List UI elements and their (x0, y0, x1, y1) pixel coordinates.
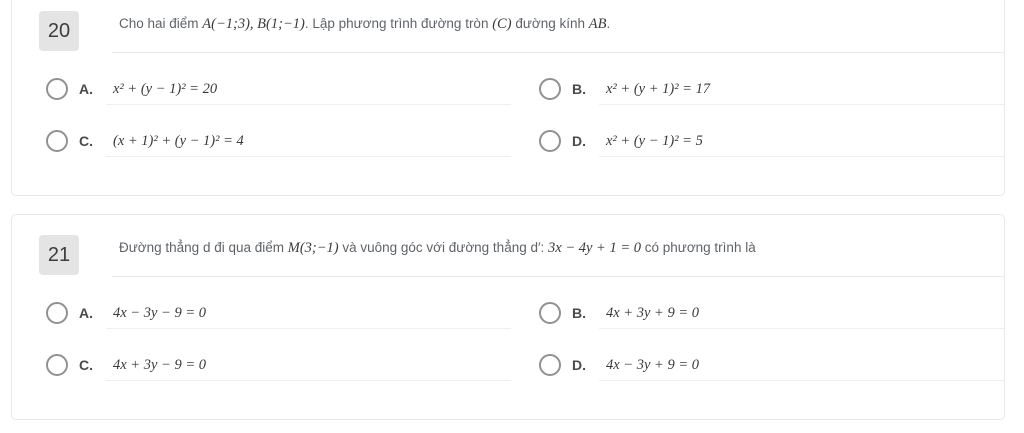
question-title-text: . Lập phương trình đường tròn (304, 16, 493, 31)
option-formula: 4x + 3y + 9 = 0 (606, 304, 699, 321)
option-letter: C. (79, 357, 93, 373)
question-title-text: Cho hai điểm (119, 16, 203, 31)
option-letter: A. (79, 305, 93, 321)
question-number-badge: 20 (39, 11, 79, 51)
option-20-d[interactable] (539, 125, 1004, 157)
question-21-header (12, 215, 1004, 277)
radio-button-20-a[interactable] (46, 78, 68, 100)
option-21-d[interactable] (539, 349, 1004, 381)
question-title-math: (C) (492, 16, 512, 32)
option-21-b[interactable] (539, 297, 1004, 329)
question-21-options (46, 297, 1004, 381)
question-title-text: đường kính (511, 16, 589, 31)
question-card-21 (11, 214, 1005, 420)
option-letter: C. (79, 133, 93, 149)
question-title (119, 240, 756, 255)
radio-button-21-a[interactable] (46, 302, 68, 324)
radio-button-20-c[interactable] (46, 130, 68, 152)
option-20-a[interactable] (46, 73, 511, 105)
option-formula: 4x + 3y − 9 = 0 (113, 356, 206, 373)
radio-button-21-d[interactable] (539, 354, 561, 376)
option-formula: 4x − 3y − 9 = 0 (113, 304, 206, 321)
question-title-math: M(3;−1) (287, 240, 339, 256)
question-title-text: . (606, 16, 611, 31)
radio-button-21-b[interactable] (539, 302, 561, 324)
question-title-math: 3x − 4y + 1 = 0 (548, 240, 641, 256)
option-letter: A. (79, 81, 93, 97)
radio-button-21-c[interactable] (46, 354, 68, 376)
option-letter: D. (572, 133, 586, 149)
option-formula: x² + (y − 1)² = 20 (113, 80, 218, 97)
question-number-badge: 21 (39, 235, 79, 275)
question-title-math: AB (588, 16, 607, 32)
question-title-text: Đường thẳng d đi qua điểm (119, 240, 288, 255)
option-21-a[interactable] (46, 297, 511, 329)
question-title-divider-wrap (112, 11, 1004, 53)
option-letter: B. (572, 81, 586, 97)
option-20-c[interactable] (46, 125, 511, 157)
question-title (119, 16, 610, 31)
radio-button-20-b[interactable] (539, 78, 561, 100)
option-formula: x² + (y − 1)² = 5 (606, 132, 703, 149)
option-letter: D. (572, 357, 586, 373)
option-formula: x² + (y + 1)² = 17 (606, 80, 711, 97)
radio-button-20-d[interactable] (539, 130, 561, 152)
option-formula: (x + 1)² + (y − 1)² = 4 (113, 132, 244, 149)
question-title-text: có phương trình là (641, 240, 756, 255)
question-title-divider-wrap (112, 235, 1004, 277)
option-letter: B. (572, 305, 586, 321)
option-21-c[interactable] (46, 349, 511, 381)
option-formula: 4x − 3y + 9 = 0 (606, 356, 699, 373)
question-20-options (46, 73, 1004, 157)
option-20-b[interactable] (539, 73, 1004, 105)
question-card-20 (11, 0, 1005, 196)
question-title-math: A(−1;3), B(1;−1) (202, 16, 305, 32)
question-title-text: và vuông góc với đường thẳng d′: (338, 240, 549, 255)
question-20-header (12, 0, 1004, 53)
